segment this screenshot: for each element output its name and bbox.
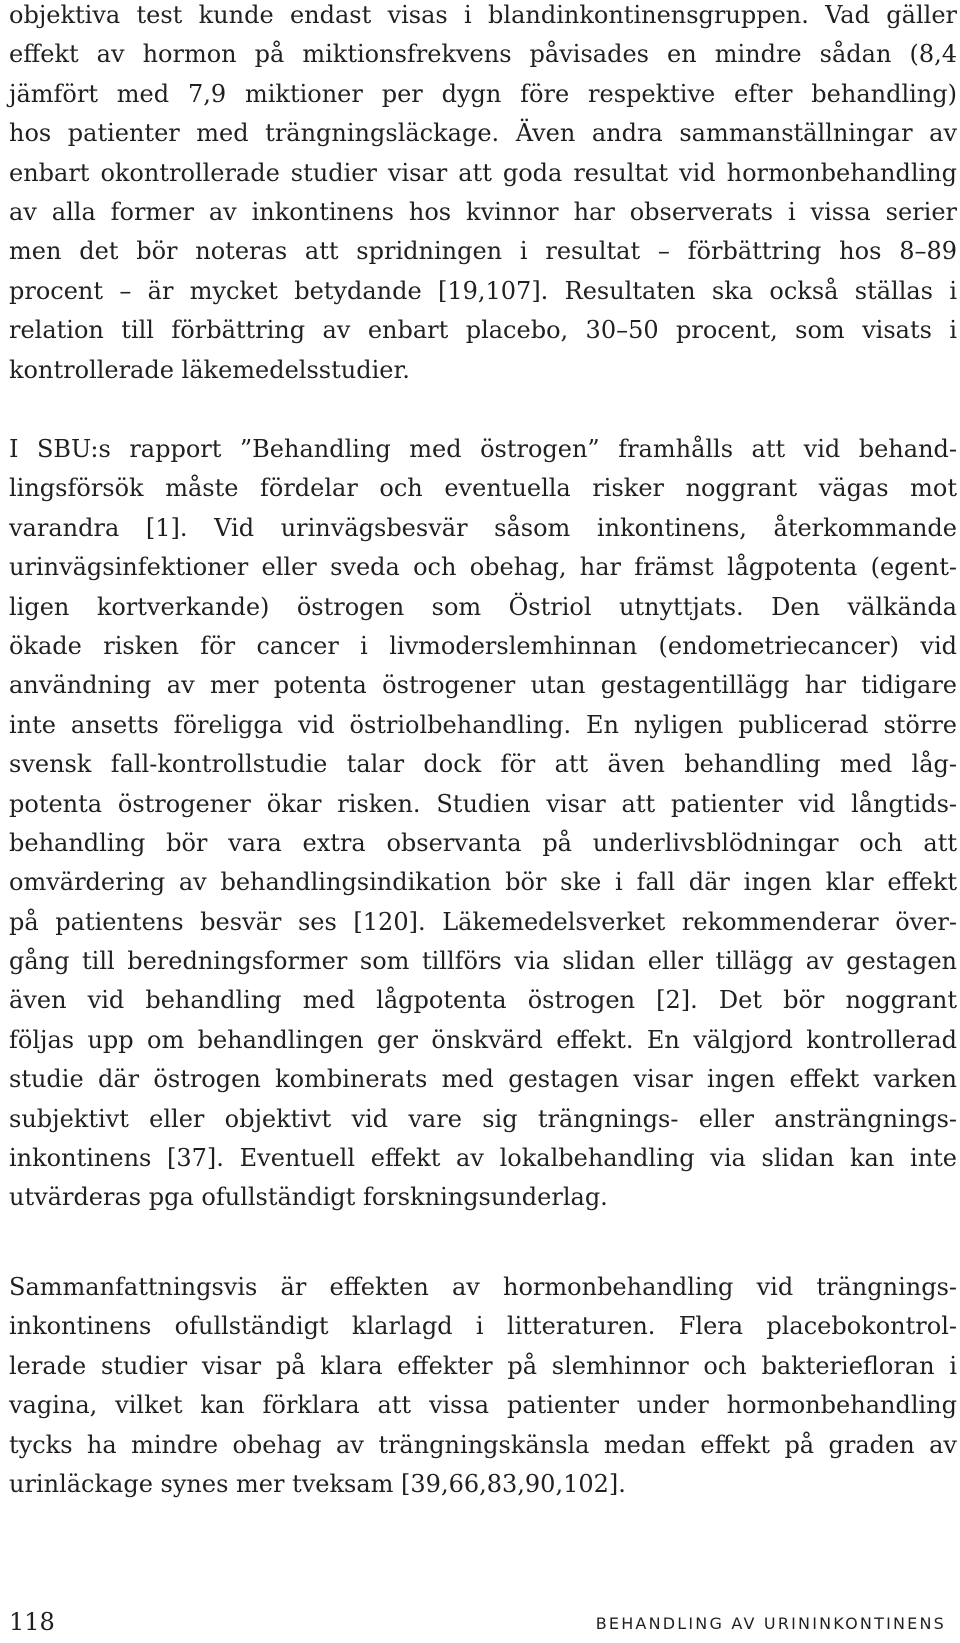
- text-line: men det bör noteras att spridningen i resultat – förbättring hos 8–89: [9, 237, 957, 266]
- text-line: varandra [1]. Vid urinvägsbesvär såsom inkontinens, återkommande: [9, 513, 957, 542]
- text-line: subjektivt eller objektivt vid vare sig trängnings- eller ansträngnings-: [9, 1104, 957, 1133]
- running-title: BEHANDLING AV URININKONTINENS: [595, 1614, 946, 1633]
- text-line: effekt av hormon på miktionsfrekvens påvisades en mindre sådan (8,4: [9, 40, 957, 69]
- text-line: följas upp om behandlingen ger önskvärd effekt. En välgjord kontrollerad: [9, 1025, 957, 1054]
- text-line: ligen kortverkande) östrogen som Östriol utnyttjats. Den välkända: [9, 592, 957, 621]
- text-line: enbart okontrollerade studier visar att goda resultat vid hormonbehandling: [9, 158, 957, 187]
- text-line: urinvägsinfektioner eller sveda och obehag, har främst lågpotenta (egent-: [9, 553, 957, 582]
- text-line: inkontinens ofullständigt klarlagd i litteraturen. Flera placebokontrol-: [9, 1312, 957, 1341]
- text-line: objektiva test kunde endast visas i blandinkontinensgruppen. Vad gäller: [9, 1, 957, 29]
- text-line: procent – är mycket betydande [19,107]. Resultaten ska också ställas i: [9, 276, 957, 305]
- paragraph-3: [9, 1268, 957, 1504]
- text-line: kontrollerade läkemedelsstudier.: [9, 355, 410, 384]
- text-line: på patientens besvär ses [120]. Läkemedelsverket rekommenderar över-: [9, 907, 957, 936]
- text-line: av alla former av inkontinens hos kvinnor har observerats i vissa serier: [9, 197, 957, 226]
- page-number: 118: [9, 1608, 55, 1636]
- text-line: gång till beredningsformer som tillförs via slidan eller tillägg av gestagen: [9, 947, 957, 976]
- text-line: hos patienter med trängningsläckage. Även andra sammanställningar av: [9, 119, 957, 148]
- text-line: vagina, vilket kan förklara att vissa patienter under hormonbehandling: [9, 1391, 957, 1420]
- text-line: studie där östrogen kombinerats med gestagen visar ingen effekt varken: [9, 1065, 957, 1094]
- text-line: inte ansetts föreligga vid östriolbehandling. En nyligen publicerad större: [9, 710, 957, 739]
- text-line: inkontinens [37]. Eventuell effekt av lokalbehandling via slidan kan inte: [9, 1144, 957, 1173]
- text-line: utvärderas pga ofullständigt forskningsunderlag.: [9, 1183, 608, 1212]
- paragraph-1: [9, 0, 957, 390]
- text-line: svensk fall-kontrollstudie talar dock för att även behandling med låg-: [9, 750, 957, 779]
- text-line: potenta östrogener ökar risken. Studien visar att patienter vid långtids-: [9, 789, 957, 818]
- text-line: relation till förbättring av enbart placebo, 30–50 procent, som visats i: [9, 316, 957, 345]
- paragraph-2: [9, 430, 957, 1218]
- text-line: även vid behandling med lågpotenta östrogen [2]. Det bör noggrant: [9, 986, 957, 1015]
- text-line: I SBU:s rapport ”Behandling med östrogen” framhålls att vid behand-: [9, 435, 957, 463]
- text-line: Sammanfattningsvis är effekten av hormonbehandling vid trängnings-: [9, 1273, 957, 1301]
- text-line: omvärdering av behandlingsindikation bör ske i fall där ingen klar effekt: [9, 868, 957, 897]
- text-line: användning av mer potenta östrogener utan gestagentillägg har tidigare: [9, 671, 957, 700]
- text-line: behandling bör vara extra observanta på underlivsblödningar och att: [9, 828, 957, 857]
- text-line: lerade studier visar på klara effekter på slemhinnor och bakteriefloran i: [9, 1351, 957, 1380]
- text-line: ökade risken för cancer i livmoderslemhinnan (endometriecancer) vid: [9, 631, 957, 660]
- text-line: jämfört med 7,9 miktioner per dygn före respektive efter behandling): [9, 79, 957, 108]
- text-line: lingsförsök måste fördelar och eventuella risker noggrant vägas mot: [9, 474, 957, 503]
- text-line: tycks ha mindre obehag av trängningskänsla medan effekt på graden av: [9, 1430, 957, 1459]
- text-line: urinläckage synes mer tveksam [39,66,83,90,102].: [9, 1469, 626, 1498]
